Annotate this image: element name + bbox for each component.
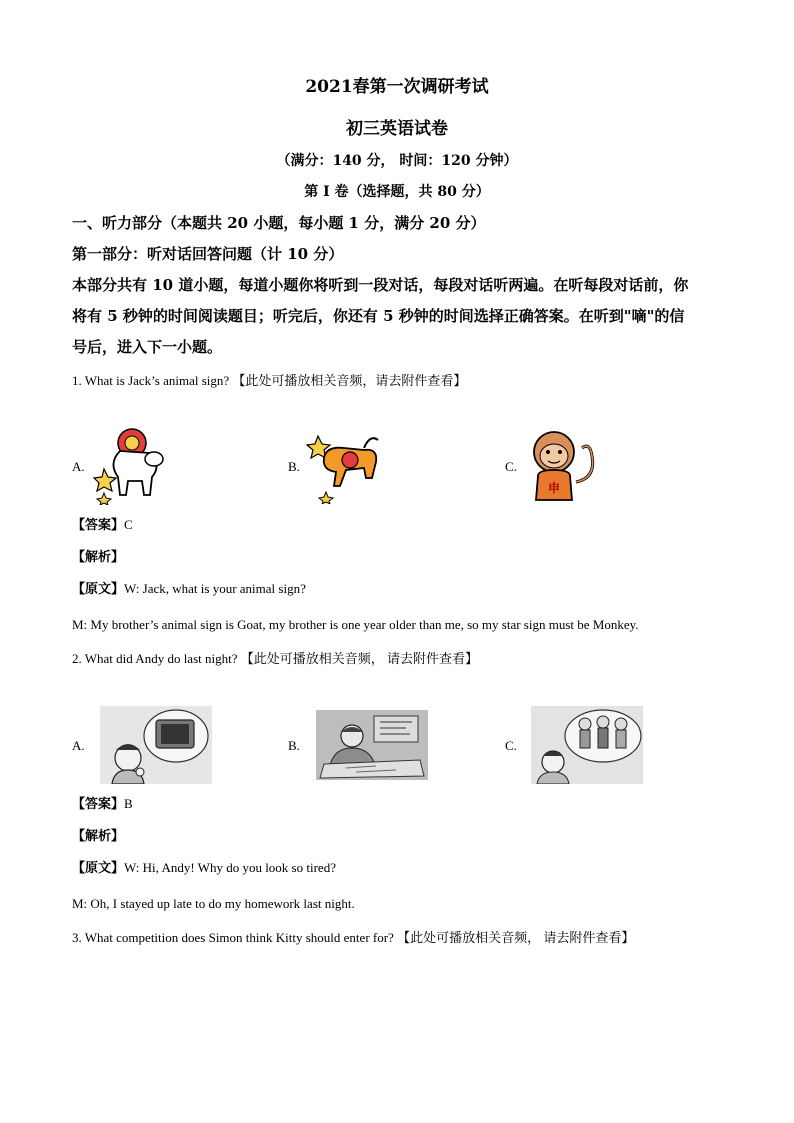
question-1-answer — [72, 514, 133, 533]
question-3-prompt: 3. What competition does Simon think Kitty should enter for? 【此处可播放相关音频， 请去附件查看】 — [72, 930, 635, 945]
monkey-zodiac-icon — [524, 428, 602, 504]
instructions-line: 将有 5 秒钟的时间阅读题目；听完后，你还有 5 秒钟的时间选择正确答案。在听到"嘀"的信 — [72, 307, 685, 325]
question-1-option-a-label: A. — [72, 459, 85, 474]
answer-value: C — [124, 517, 133, 532]
exam-part: 第 I 卷（选择题，共 80 分） — [304, 184, 490, 200]
answer-label: 【答案】 — [72, 518, 125, 533]
source-line: W: Hi, Andy! Why do you look so tired? — [124, 860, 336, 875]
question-2-prompt: 2. What did Andy do last night? 【此处可播放相关音频， 请去附件查看】 — [72, 651, 478, 666]
goat-zodiac-icon — [90, 423, 170, 505]
question-2-source-line-2: M: Oh, I stayed up late to do my homework last night. — [72, 896, 355, 911]
question-2-option-b-label: B. — [288, 738, 300, 753]
monkey-badge-text: 申 — [547, 481, 561, 495]
answer-value: B — [124, 796, 133, 811]
section-part1: 第一部分：听对话回答问题（计 10 分） — [72, 245, 344, 263]
instructions — [72, 270, 732, 363]
question-1-source — [72, 578, 306, 597]
section-heading: 一、听力部分（本题共 20 小题，每小题 1 分，满分 20 分） — [72, 214, 486, 232]
ox-zodiac-icon — [306, 428, 384, 504]
question-1-source-line-2: M: My brother’s animal sign is Goat, my brother is one year older than me, so my star sign must be Monkey. — [72, 617, 639, 632]
answer-label: 【答案】 — [72, 797, 125, 812]
question-2-option-a-label: A. — [72, 738, 85, 753]
question-2-analysis-label: 【解析】 — [72, 829, 125, 844]
question-1-option-b-label: B. — [288, 459, 300, 474]
boy-watching-tv-image — [100, 706, 212, 784]
source-line: W: Jack, what is your animal sign? — [124, 581, 306, 596]
boy-with-friends-image — [531, 706, 643, 784]
page-title: 2021春第一次调研考试 — [305, 77, 489, 97]
question-1-option-c-label: C. — [505, 459, 517, 474]
source-label: 【原文】 — [72, 861, 125, 876]
instructions-line: 号后，进入下一小题。 — [72, 338, 223, 356]
instructions-line: 本部分共有 10 道小题，每道小题你将听到一段对话，每段对话听两遍。在听每段对话前，你 — [72, 276, 689, 294]
boy-doing-homework-image — [316, 710, 428, 780]
page-subtitle: 初三英语试卷 — [346, 119, 448, 139]
question-2-answer — [72, 793, 133, 812]
source-label: 【原文】 — [72, 582, 125, 597]
question-2-option-c-label: C. — [505, 738, 517, 753]
question-2-source — [72, 857, 336, 876]
question-1-analysis-label: 【解析】 — [72, 550, 125, 565]
question-1-prompt: 1. What is Jack’s animal sign? 【此处可播放相关音频，请去附件查看】 — [72, 373, 467, 388]
exam-meta: （满分：140 分， 时间：120 分钟） — [276, 153, 518, 169]
